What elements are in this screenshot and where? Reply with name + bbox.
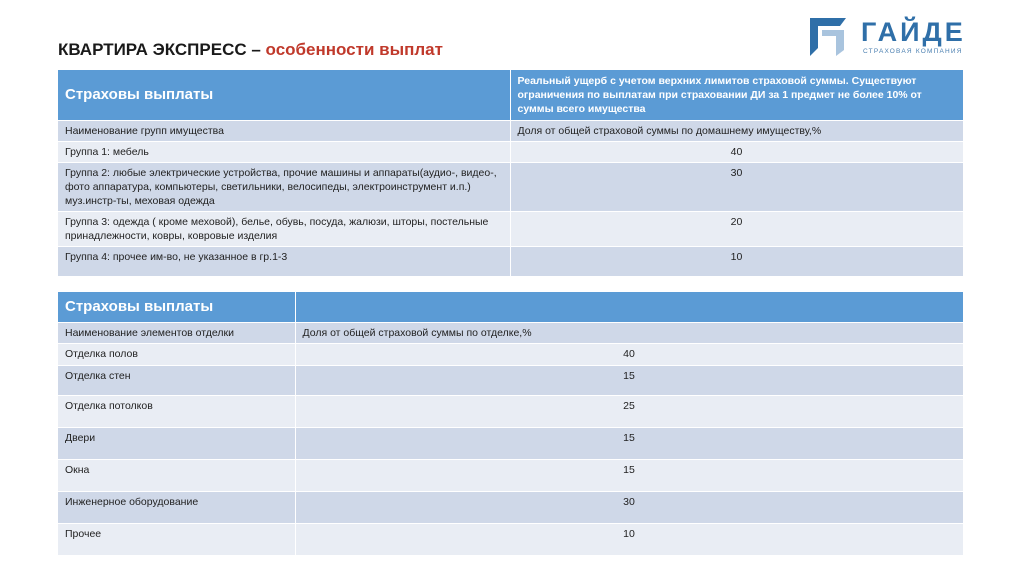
row-name: Отделка полов bbox=[58, 344, 295, 366]
row-value: 25 bbox=[295, 396, 963, 428]
row-name: Инженерное оборудование bbox=[58, 492, 295, 524]
row-name: Группа 2: любые электрические устройства, прочие машины и аппараты(аудио-, видео-, фото аппаратура, компьютеры, светильники, велосипеды, электроинструмент и.п.) муз.инстр-ты, меховая одежда bbox=[58, 163, 510, 212]
page-title bbox=[58, 40, 443, 60]
row-name: Окна bbox=[58, 460, 295, 492]
row-name: Группа 4: прочее им-во, не указанное в гр.1-3 bbox=[58, 247, 510, 277]
row-value: 15 bbox=[295, 428, 963, 460]
row-value: 15 bbox=[295, 460, 963, 492]
table-header-right bbox=[295, 292, 963, 323]
column-header-row bbox=[58, 121, 963, 142]
table-row bbox=[58, 460, 963, 492]
row-value: 10 bbox=[510, 247, 963, 277]
table-header-left: Страховы выплаты bbox=[58, 70, 510, 121]
company-logo bbox=[806, 14, 1001, 58]
table-header-row bbox=[58, 292, 963, 323]
logo-subtitle: СТРАХОВАЯ КОМПАНИЯ bbox=[863, 48, 963, 55]
column-header-share: Доля от общей страховой суммы по домашнему имуществу,% bbox=[510, 121, 963, 142]
row-value: 40 bbox=[295, 344, 963, 366]
table-row bbox=[58, 366, 963, 396]
row-value: 10 bbox=[295, 524, 963, 556]
table-header-row bbox=[58, 70, 963, 121]
row-value: 30 bbox=[510, 163, 963, 212]
logo-brand-text: ГАЙДЕ bbox=[861, 17, 966, 47]
column-header-row bbox=[58, 323, 963, 344]
row-name: Группа 1: мебель bbox=[58, 142, 510, 163]
table-header-left: Страховы выплаты bbox=[58, 292, 295, 323]
column-header-name: Наименование элементов отделки bbox=[58, 323, 295, 344]
table-row bbox=[58, 344, 963, 366]
title-accent: особенности выплат bbox=[265, 40, 443, 59]
table-row bbox=[58, 428, 963, 460]
finishing-elements-table bbox=[58, 292, 964, 556]
row-name: Группа 3: одежда ( кроме меховой), белье, обувь, посуда, жалюзи, шторы, постельные принадлежности, ковры, ковровые изделия bbox=[58, 212, 510, 247]
table-row bbox=[58, 163, 963, 212]
title-main: КВАРТИРА ЭКСПРЕСС – bbox=[58, 40, 266, 59]
table-row bbox=[58, 492, 963, 524]
table-row bbox=[58, 142, 963, 163]
row-name: Отделка стен bbox=[58, 366, 295, 396]
logo-mark-icon bbox=[806, 14, 852, 58]
table-header-right: Реальный ущерб с учетом верхних лимитов страховой суммы. Существуют ограничения по выплатам при страховании ДИ за 1 предмет не более 10% от суммы всего имущества bbox=[510, 70, 963, 121]
column-header-name: Наименование групп имущества bbox=[58, 121, 510, 142]
table-row bbox=[58, 247, 963, 277]
row-value: 20 bbox=[510, 212, 963, 247]
table-row bbox=[58, 212, 963, 247]
row-name: Прочее bbox=[58, 524, 295, 556]
row-value: 30 bbox=[295, 492, 963, 524]
table-row bbox=[58, 396, 963, 428]
row-value: 40 bbox=[510, 142, 963, 163]
row-name: Двери bbox=[58, 428, 295, 460]
column-header-share: Доля от общей страховой суммы по отделке,% bbox=[295, 323, 963, 344]
property-groups-table bbox=[58, 70, 964, 277]
row-name: Отделка потолков bbox=[58, 396, 295, 428]
row-value: 15 bbox=[295, 366, 963, 396]
table-row bbox=[58, 524, 963, 556]
